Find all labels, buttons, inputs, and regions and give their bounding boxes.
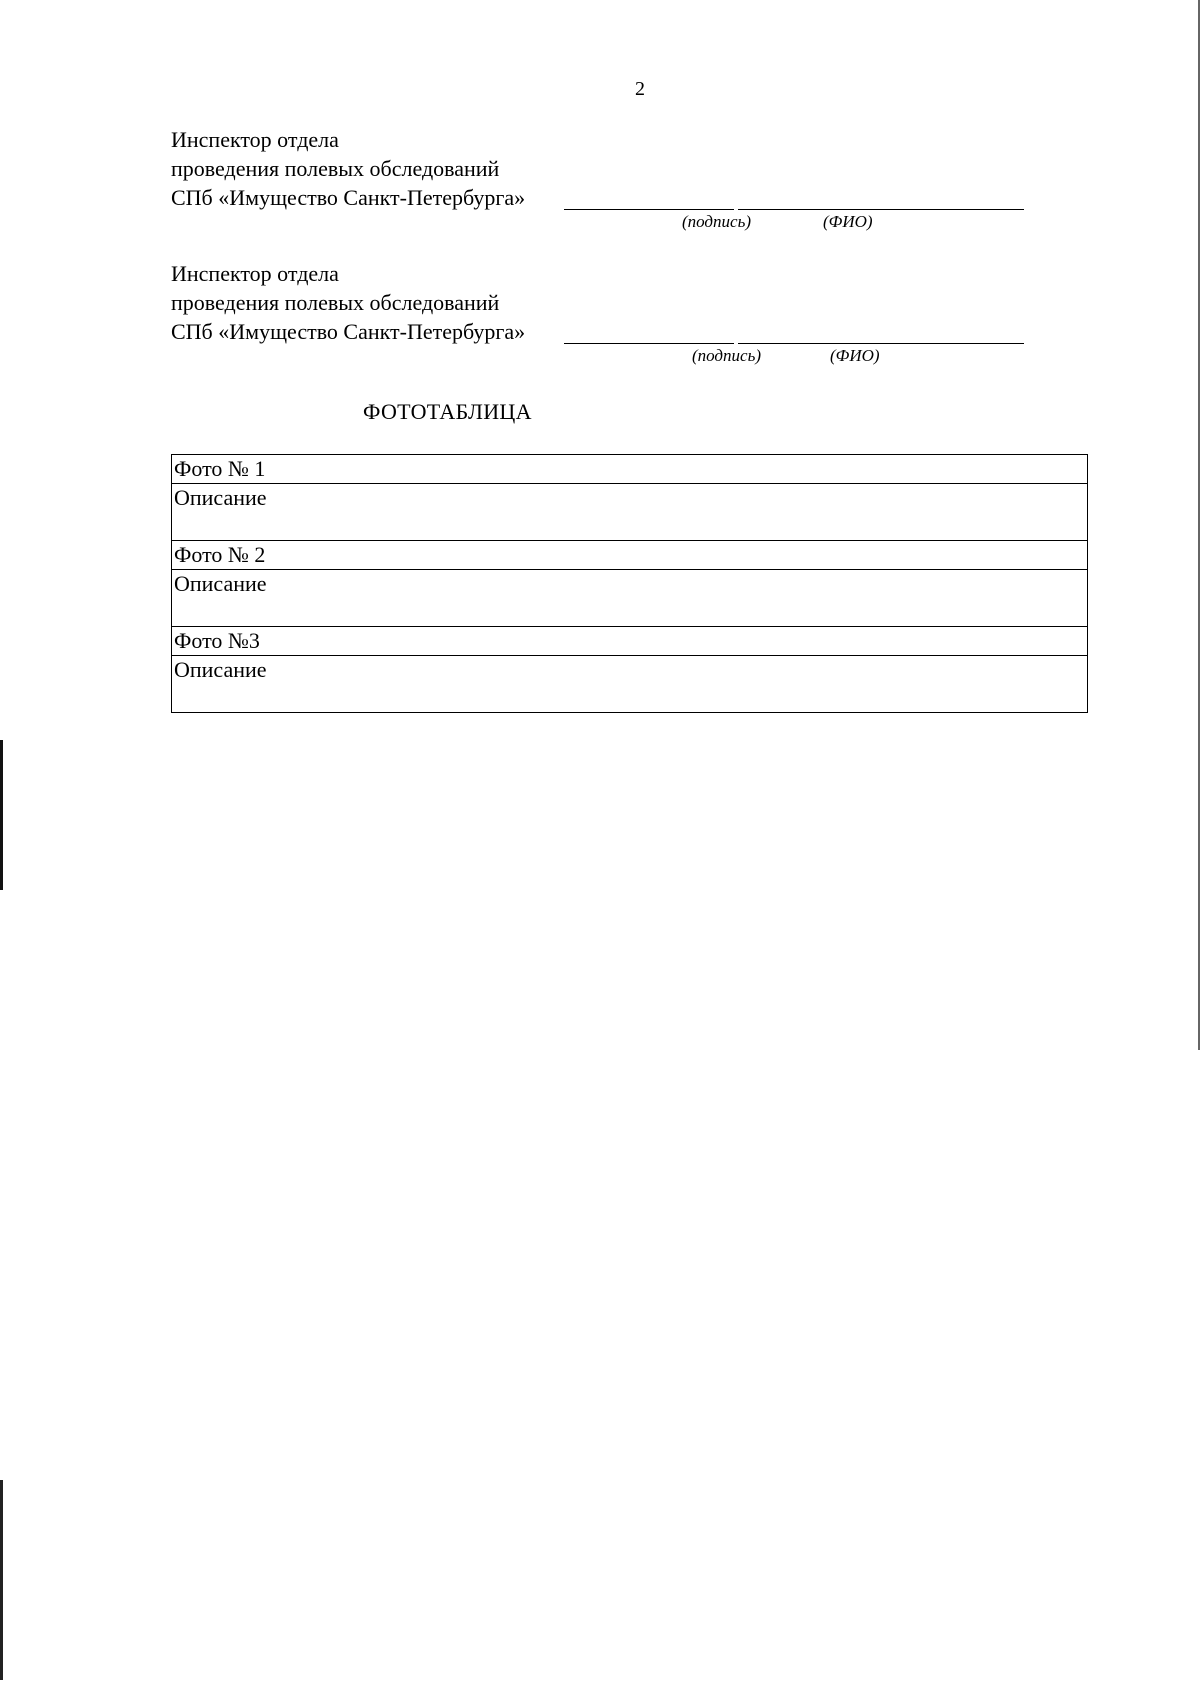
signature-blank[interactable] <box>564 343 734 344</box>
description-cell[interactable]: Описание <box>172 656 1088 713</box>
signature-block-2 <box>171 259 1031 365</box>
signature-blank[interactable] <box>564 209 734 210</box>
signature-title-line: Инспектор отдела <box>171 261 339 286</box>
signature-organization: СПб «Имущество Санкт-Петербурга» <box>171 319 526 344</box>
full-name-caption: (ФИО) <box>823 212 873 231</box>
photo-label-cell: Фото №3 <box>172 627 1088 656</box>
table-row <box>172 541 1088 570</box>
photo-table-title: ФОТОТАБЛИЦА <box>363 399 532 424</box>
signature-block-1 <box>171 125 1031 231</box>
photo-table <box>171 454 1088 713</box>
table-row <box>172 656 1088 713</box>
full-name-caption: (ФИО) <box>830 346 880 365</box>
signature-title-line: Инспектор отдела <box>171 127 339 152</box>
signature-caption: (подпись) <box>682 212 751 231</box>
signature-organization-row <box>171 317 1031 346</box>
description-cell[interactable]: Описание <box>172 570 1088 627</box>
table-row <box>172 570 1088 627</box>
scan-artifact-left-lower <box>0 1480 3 1680</box>
signature-department-line: проведения полевых обследований <box>171 156 500 181</box>
signature-organization: СПб «Имущество Санкт-Петербурга» <box>171 185 526 210</box>
photo-label-cell: Фото № 1 <box>172 455 1088 484</box>
table-row <box>172 627 1088 656</box>
signature-caption: (подпись) <box>692 346 761 365</box>
photo-label-cell: Фото № 2 <box>172 541 1088 570</box>
full-name-blank[interactable] <box>738 343 1024 344</box>
table-row <box>172 455 1088 484</box>
scan-artifact-left <box>0 740 3 890</box>
full-name-blank[interactable] <box>738 209 1024 210</box>
page-number: 2 <box>635 78 645 100</box>
signature-organization-row <box>171 183 1031 212</box>
signature-department-line: проведения полевых обследований <box>171 290 500 315</box>
description-cell[interactable]: Описание <box>172 484 1088 541</box>
table-row <box>172 484 1088 541</box>
